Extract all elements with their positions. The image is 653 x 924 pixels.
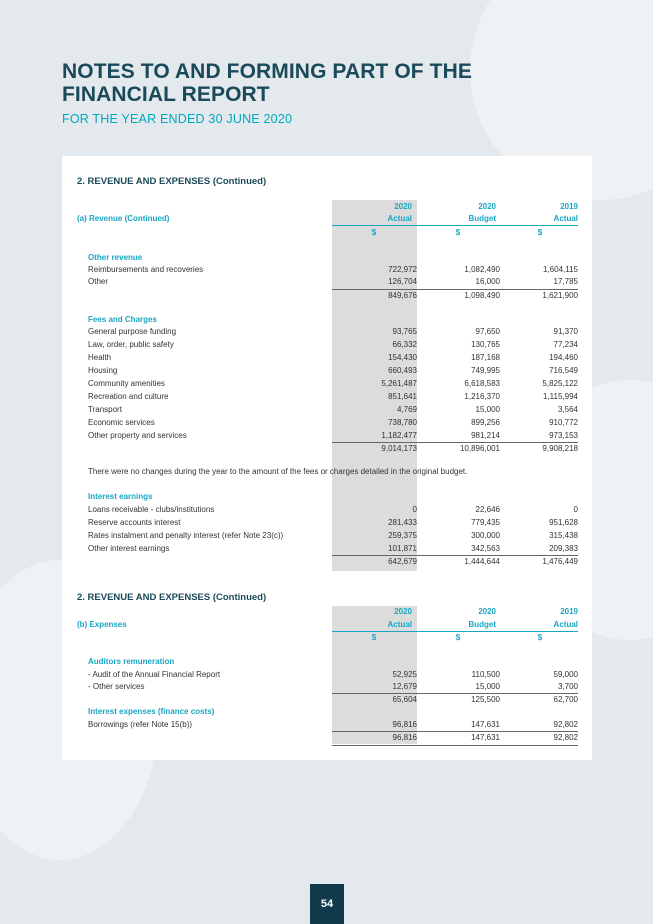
row-value-actual-2020: 154,430 [388,353,417,362]
row-value-budget-2020: 130,765 [471,340,500,349]
col3-currency: $ [537,228,543,237]
row-value-budget-2020: 300,000 [471,531,500,540]
row-value-actual-2019: 3,564 [557,405,578,414]
row-value-actual-2020: 5,261,487 [381,379,417,388]
col3-label: Actual [553,620,578,629]
row-value-actual-2019: 5,825,122 [542,379,578,388]
col3-year: 2019 [560,607,578,616]
table-row [88,430,578,442]
row-value-actual-2019: 315,438 [549,531,578,540]
total-actual-2019: 62,700 [553,695,578,704]
page-title [62,60,472,106]
col1-year: 2020 [394,607,412,616]
row-label: Reimbursements and recoveries [88,265,204,274]
total-rule [332,745,578,746]
total-budget-2020: 1,098,490 [464,291,500,300]
row-value-actual-2019: 3,700 [557,682,578,691]
row-label: - Other services [88,682,145,691]
total-row [88,694,578,706]
row-value-budget-2020: 22,646 [475,505,500,514]
content-panel [62,156,592,760]
row-value-actual-2020: 0 [412,505,417,514]
col2-currency: $ [455,633,461,642]
section-a-heading: (a) Revenue (Continued) [77,214,170,223]
row-label: Other [88,277,109,286]
row-value-budget-2020: 1,216,370 [464,392,500,401]
col1-label: Actual [387,620,412,629]
col2-year: 2020 [478,202,496,211]
table-row [88,517,578,529]
row-value-actual-2020: 66,332 [392,340,417,349]
row-value-actual-2019: 91,370 [553,327,578,336]
row-value-budget-2020: 749,995 [471,366,500,375]
row-value-budget-2020: 6,618,583 [464,379,500,388]
row-label: Loans receivable - clubs/institutions [88,505,215,514]
section-a-title: 2. REVENUE AND EXPENSES (Continued) [77,176,267,187]
col1-currency: $ [371,228,377,237]
total-row [88,556,578,568]
row-label: Other interest earnings [88,544,170,553]
total-actual-2020: 849,676 [388,291,417,300]
table-row [88,326,578,338]
group-title-interest-expenses: Interest expenses (finance costs) [88,707,215,716]
total-budget-2020: 125,500 [471,695,500,704]
row-value-budget-2020: 1,082,490 [464,265,500,274]
total-actual-2019: 9,908,218 [542,444,578,453]
row-label: General purpose funding [88,327,177,336]
group-title-fees-and-charges: Fees and Charges [88,315,157,324]
row-value-actual-2019: 92,802 [553,720,578,729]
row-value-budget-2020: 110,500 [471,670,500,679]
row-value-actual-2019: 716,549 [549,366,578,375]
total-actual-2020: 642,679 [388,557,417,566]
row-label: Other property and services [88,431,187,440]
row-value-actual-2020: 738,780 [388,418,417,427]
row-value-budget-2020: 15,000 [475,682,500,691]
total-actual-2020: 96,816 [392,733,417,742]
row-label: Reserve accounts interest [88,518,181,527]
table-row [88,681,578,693]
row-value-actual-2020: 101,871 [388,544,417,553]
col3-currency: $ [537,633,543,642]
row-value-actual-2019: 1,115,994 [543,392,578,401]
row-value-actual-2019: 0 [573,505,578,514]
row-label: Transport [88,405,122,414]
row-value-actual-2019: 194,460 [549,353,578,362]
total-budget-2020: 147,631 [471,733,500,742]
table-row [88,352,578,364]
group-title-auditors: Auditors remuneration [88,657,175,666]
row-label: Borrowings (refer Note 15(b)) [88,720,193,729]
row-value-budget-2020: 97,650 [475,327,500,336]
title-line-2: FINANCIAL REPORT [62,83,270,106]
row-value-actual-2020: 281,433 [388,518,417,527]
table-row [88,276,578,288]
total-budget-2020: 1,444,644 [464,557,500,566]
row-value-actual-2020: 1,182,477 [381,431,417,440]
table-row [88,543,578,555]
row-value-actual-2020: 93,765 [392,327,417,336]
col2-currency: $ [455,228,461,237]
row-value-actual-2020: 12,679 [392,682,417,691]
row-value-actual-2019: 59,000 [553,670,578,679]
row-label: Community amenities [88,379,165,388]
row-value-actual-2019: 973,153 [549,431,578,440]
page-subtitle: FOR THE YEAR ENDED 30 JUNE 2020 [62,112,293,126]
row-value-budget-2020: 187,168 [471,353,500,362]
col3-year: 2019 [560,202,578,211]
col1-year: 2020 [394,202,412,211]
row-value-actual-2019: 910,772 [549,418,578,427]
col2-label: Budget [468,214,496,223]
header-underline [332,631,578,632]
col1-label: Actual [387,214,412,223]
col2-year: 2020 [478,607,496,616]
table-row [88,264,578,276]
row-label: Rates instalment and penalty interest (refer Note 23(c)) [88,531,284,540]
group-title-interest-earnings: Interest earnings [88,492,153,501]
total-row [88,443,578,455]
table-row [88,404,578,416]
section-b-title: 2. REVENUE AND EXPENSES (Continued) [77,592,267,603]
total-row [88,732,578,744]
table-row [88,530,578,542]
row-label: Health [88,353,112,362]
row-value-actual-2020: 722,972 [388,265,417,274]
row-value-actual-2019: 1,604,115 [543,265,578,274]
section-b-heading: (b) Expenses [77,620,127,629]
total-row [88,290,578,302]
fees-note: There were no changes during the year to the amount of the fees or charges detailed in the original budget. [88,467,468,476]
table-row [88,669,578,681]
row-value-actual-2020: 851,641 [388,392,417,401]
row-value-budget-2020: 981,214 [471,431,500,440]
total-actual-2020: 65,604 [392,695,417,704]
total-actual-2020: 9,014,173 [381,444,417,453]
row-label: - Audit of the Annual Financial Report [88,670,221,679]
row-value-budget-2020: 899,256 [471,418,500,427]
row-value-budget-2020: 779,435 [471,518,500,527]
group-title-other-revenue: Other revenue [88,253,143,262]
row-value-budget-2020: 16,000 [475,277,500,286]
table-row [88,417,578,429]
row-label: Recreation and culture [88,392,169,401]
table-row [88,719,578,731]
table-row [88,391,578,403]
row-value-actual-2019: 951,628 [549,518,578,527]
row-label: Economic services [88,418,155,427]
col1-currency: $ [371,633,377,642]
row-value-actual-2020: 259,375 [388,531,417,540]
row-label: Housing [88,366,118,375]
row-value-budget-2020: 15,000 [475,405,500,414]
row-value-actual-2020: 96,816 [392,720,417,729]
table-row [88,365,578,377]
total-actual-2019: 1,476,449 [542,557,578,566]
row-value-actual-2019: 17,785 [553,277,578,286]
table-row [88,339,578,351]
row-value-actual-2019: 209,383 [549,544,578,553]
row-value-actual-2020: 126,704 [388,277,417,286]
row-value-actual-2020: 4,769 [396,405,417,414]
row-label: Law, order, public safety [88,340,174,349]
row-value-budget-2020: 147,631 [471,720,500,729]
table-row [88,504,578,516]
row-value-budget-2020: 342,563 [471,544,500,553]
page-number: 54 [310,884,344,924]
col3-label: Actual [553,214,578,223]
row-value-actual-2019: 77,234 [553,340,578,349]
col2-label: Budget [468,620,496,629]
total-budget-2020: 10,896,001 [459,444,500,453]
total-actual-2019: 1,621,900 [542,291,578,300]
header-underline [332,225,578,226]
title-line-1: NOTES TO AND FORMING PART OF THE [62,60,472,83]
total-actual-2019: 92,802 [553,733,578,742]
table-row [88,378,578,390]
row-value-actual-2020: 52,925 [392,670,417,679]
row-value-actual-2020: 660,493 [388,366,417,375]
